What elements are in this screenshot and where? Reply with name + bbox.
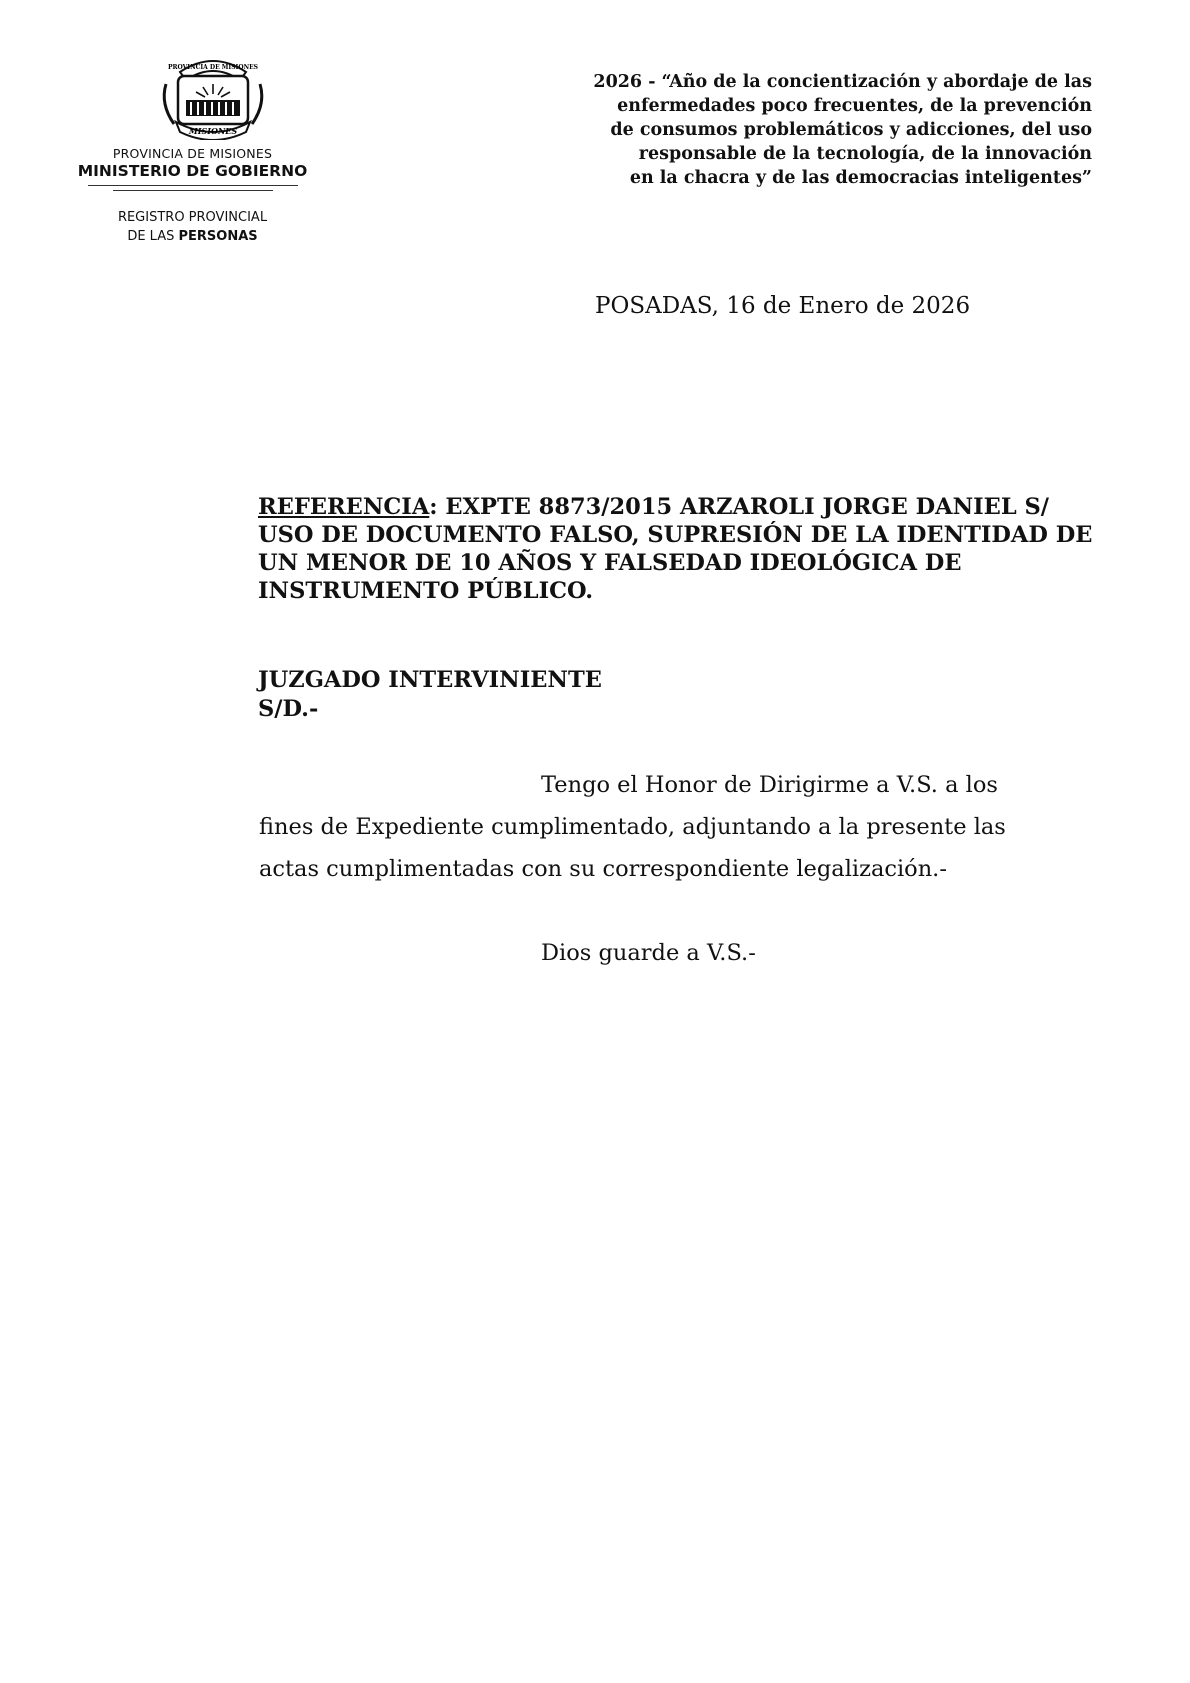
motto-line: enfermedades poco frecuentes, de la prevención <box>617 96 1092 116</box>
registry-line-2 <box>70 229 315 244</box>
body-line-1: Tengo el Honor de Dirigirme a V.S. a los <box>541 772 998 798</box>
letter-body <box>259 764 1006 890</box>
motto-line: de consumos problemáticos y adicciones, del uso <box>610 120 1092 140</box>
reference-line-1 <box>258 493 1098 521</box>
organization-header <box>70 146 315 244</box>
reference-block <box>258 493 1098 605</box>
reference-line-1-rest: : EXPTE 8873/2015 ARZAROLI JORGE DANIEL S/ <box>429 494 1049 520</box>
document-date: POSADAS, 16 de Enero de 2026 <box>595 293 971 319</box>
provincial-crest-icon <box>158 54 268 140</box>
addressee-block <box>258 666 602 724</box>
registry-line-2-bold: PERSONAS <box>178 229 258 244</box>
addressee-line-2: S/D.- <box>258 696 319 722</box>
motto-line: responsable de la tecnología, de la innovación <box>638 144 1092 164</box>
addressee-line-1: JUZGADO INTERVINIENTE <box>258 667 602 693</box>
motto-line: en la chacra y de las democracias inteligentes” <box>629 168 1092 188</box>
crest-top-text: PROVINCIA DE MISIONES <box>168 64 258 71</box>
year-motto <box>532 70 1092 190</box>
reference-label: REFERENCIA <box>258 494 430 520</box>
closing-salutation: Dios guarde a V.S.- <box>541 940 756 966</box>
registry-line-2-prefix: DE LAS <box>127 229 179 244</box>
header-divider-short <box>113 190 273 191</box>
registry-line-1: REGISTRO PROVINCIAL <box>117 210 268 225</box>
province-name: PROVINCIA DE MISIONES <box>112 146 273 161</box>
motto-line: 2026 - “Año de la concientización y abordaje de las <box>593 72 1092 92</box>
crest-bottom-text: MISIONES <box>188 126 238 136</box>
reference-line: UN MENOR DE 10 AÑOS Y FALSEDAD IDEOLÓGICA DE <box>258 550 962 576</box>
body-line-3: actas cumplimentadas con su correspondiente legalización.- <box>259 856 947 882</box>
reference-line: INSTRUMENTO PÚBLICO. <box>258 578 594 604</box>
body-line-2: fines de Expediente cumplimentado, adjuntando a la presente las <box>259 814 1006 840</box>
reference-line: USO DE DOCUMENTO FALSO, SUPRESIÓN DE LA IDENTIDAD DE <box>258 522 1093 548</box>
ministry-name: MINISTERIO DE GOBIERNO <box>77 162 308 180</box>
header-divider <box>88 185 298 186</box>
